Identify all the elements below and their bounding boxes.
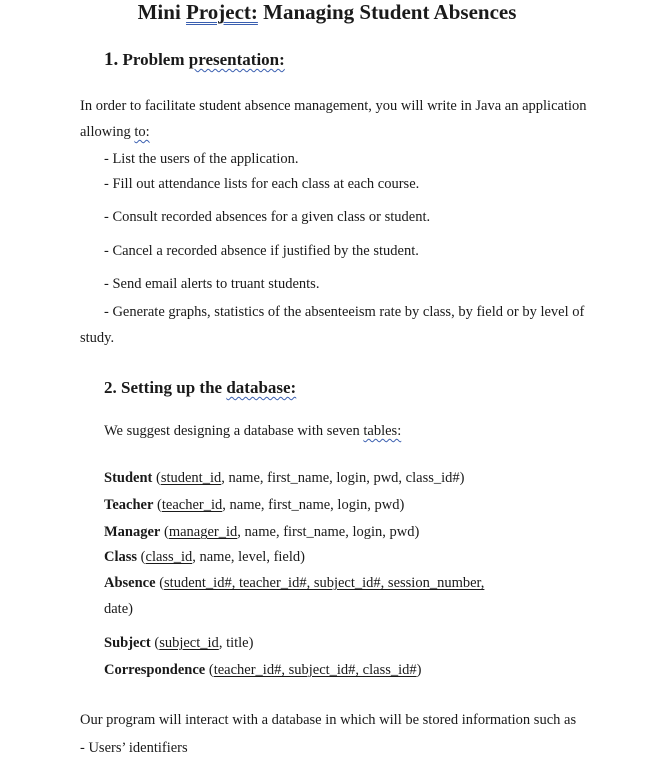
table-subject-name: Subject (104, 635, 151, 651)
title-rest: Managing Student Absences (257, 0, 517, 24)
document-title (0, 0, 654, 24)
table-absence-name: Absence (104, 575, 156, 591)
intro-line-2 (80, 123, 150, 141)
table-teacher-name: Teacher (104, 497, 154, 513)
table-teacher-key: teacher_id (161, 497, 223, 513)
table-correspondence-open: ( (205, 662, 214, 678)
table-student-open: ( (152, 470, 161, 486)
section1-label-underlined: presentation: (188, 50, 285, 69)
suggest-line (104, 422, 401, 440)
table-subject (104, 634, 253, 652)
table-teacher-open: ( (153, 497, 162, 513)
bullet-fill-attendance: - Fill out attendance lists for each class at each course. (104, 176, 420, 192)
table-class-open: ( (137, 549, 146, 565)
table-absence (104, 574, 484, 592)
intro-line-2-start: allowing (80, 124, 135, 140)
title-prefix: Mini (137, 0, 187, 24)
bullet-generate-graphs: - Generate graphs, statistics of the absenteeism rate by class, by field or by level of (104, 304, 585, 320)
table-class-fields: , name, level, field) (192, 549, 305, 565)
table-class-name: Class (104, 549, 138, 565)
table-absence-continuation: date) (104, 601, 133, 617)
bullet-cancel-absence: - Cancel a recorded absence if justified by the student. (104, 243, 419, 259)
table-manager-key: manager_id (168, 524, 238, 540)
table-correspondence (104, 661, 422, 679)
section2-heading (104, 377, 296, 399)
identifiers-line: - Users’ identifiers (80, 740, 188, 756)
table-absence-open: ( (155, 575, 165, 591)
table-subject-key: subject_id (159, 635, 219, 651)
bullet-consult-absences: - Consult recorded absences for a given class or student. (104, 209, 431, 225)
suggest-line-start: We suggest designing a database with seven (104, 423, 364, 439)
table-correspondence-close: ) (416, 662, 422, 678)
intro-line-1: In order to facilitate student absence management, you will write in Java an application (80, 98, 587, 114)
section2-label-underlined: database: (226, 378, 297, 397)
table-student-key: student_id (160, 470, 222, 486)
bullet-list-users: - List the users of the application. (104, 151, 299, 167)
table-student (104, 469, 464, 487)
program-line: Our program will interact with a database in which will be stored information such as (80, 712, 577, 728)
bullet-continuation: study. (80, 330, 115, 346)
section1-heading (104, 49, 285, 71)
table-correspondence-key: teacher_id#, subject_id#, class_id# (213, 662, 417, 678)
table-teacher-fields: , name, first_name, login, pwd) (222, 497, 405, 513)
suggest-line-link: tables: (363, 423, 402, 439)
intro-line-2-link: to: (134, 124, 150, 140)
table-correspondence-name: Correspondence (104, 662, 206, 678)
section1-label: Problem (118, 50, 189, 69)
section1-number: 1. (104, 49, 119, 70)
table-class (104, 548, 305, 566)
table-student-name: Student (104, 470, 153, 486)
table-student-fields: , name, first_name, login, pwd, class_id#) (221, 470, 465, 486)
table-manager-name: Manager (104, 524, 161, 540)
table-class-key: class_id (145, 549, 193, 565)
table-subject-fields: , title) (218, 635, 254, 651)
table-absence-key: student_id#, teacher_id#, subject_id#, session_number, (164, 575, 485, 591)
section2-label: 2. Setting up the (104, 378, 227, 397)
table-subject-open: ( (150, 635, 160, 651)
table-manager-fields: , name, first_name, login, pwd) (237, 524, 420, 540)
bullet-send-email: - Send email alerts to truant students. (104, 276, 320, 292)
table-manager (104, 523, 419, 541)
title-project-word: Project: (186, 0, 258, 24)
table-manager-open: ( (160, 524, 169, 540)
table-teacher (104, 496, 404, 514)
